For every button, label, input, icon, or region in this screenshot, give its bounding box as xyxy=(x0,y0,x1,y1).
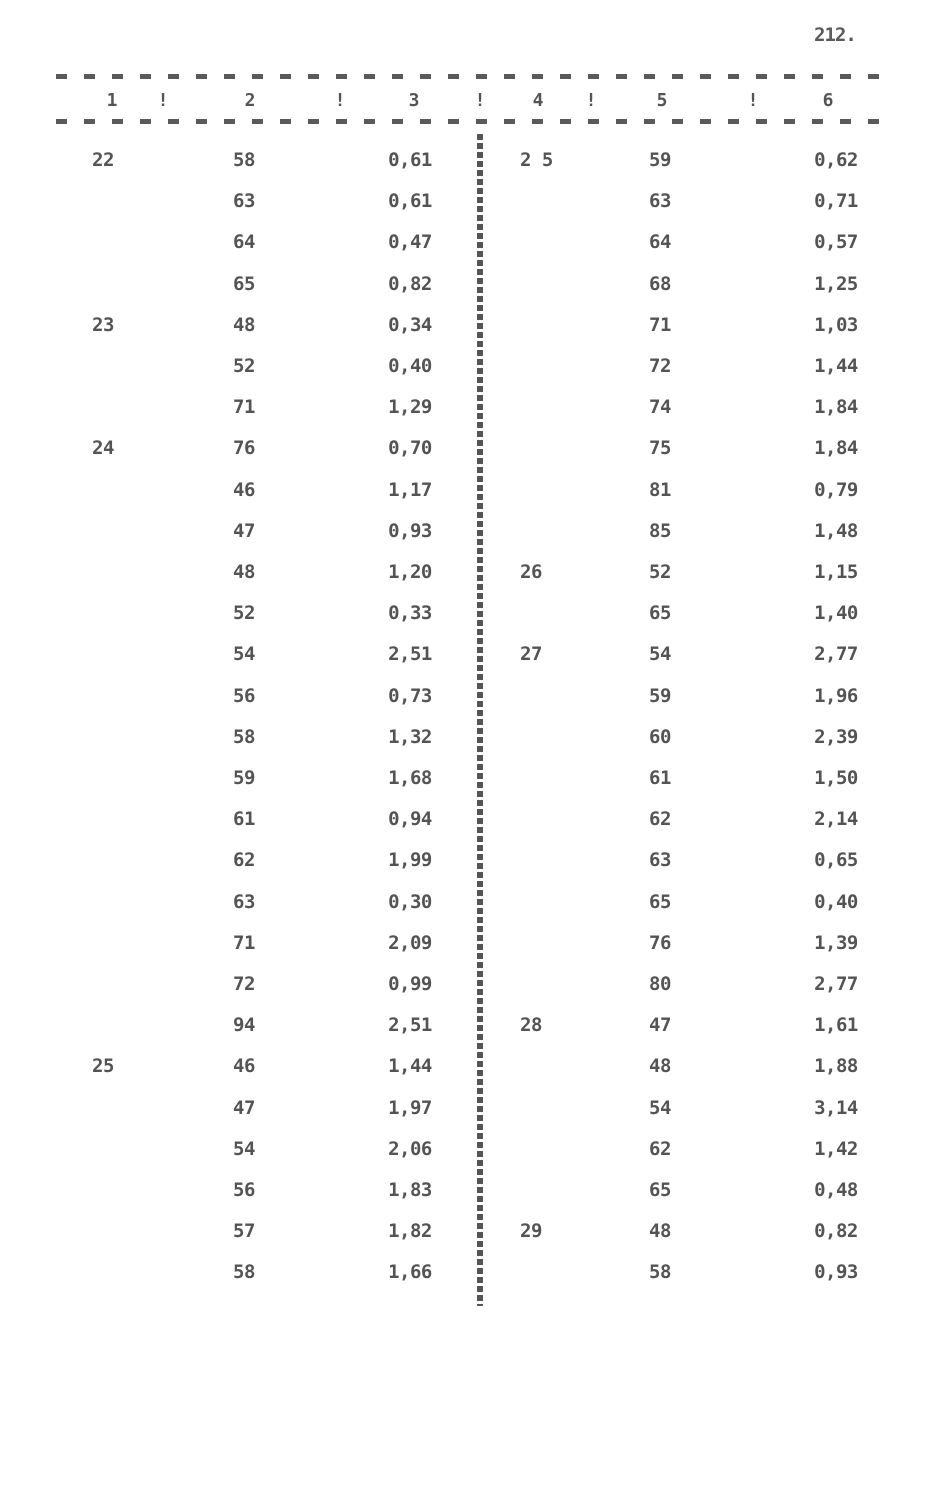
table-cell-col6: 1,39 xyxy=(814,932,858,954)
table-cell-col5: 71 xyxy=(649,314,671,336)
table-cell-col2: 46 xyxy=(233,479,255,501)
table-cell-col6: 0,62 xyxy=(814,149,858,171)
table-cell-col3: 0,82 xyxy=(388,273,432,295)
table-cell-col2: 58 xyxy=(233,149,255,171)
table-cell-col2: 65 xyxy=(233,273,255,295)
table-cell-col5: 54 xyxy=(649,643,671,665)
table-cell-col2: 48 xyxy=(233,314,255,336)
table-cell-col3: 0,93 xyxy=(388,520,432,542)
table-cell-col3: 2,51 xyxy=(388,643,432,665)
table-cell-col3: 0,30 xyxy=(388,891,432,913)
table-cell-col6: 1,03 xyxy=(814,314,858,336)
table-cell-col5: 47 xyxy=(649,1014,671,1036)
table-cell-col2: 47 xyxy=(233,520,255,542)
table-cell-col5: 64 xyxy=(649,231,671,253)
table-cell-col2: 54 xyxy=(233,1138,255,1160)
table-cell-col5: 85 xyxy=(649,520,671,542)
table-cell-col6: 0,40 xyxy=(814,891,858,913)
table-cell-col6: 1,84 xyxy=(814,437,858,459)
table-cell-col2: 63 xyxy=(233,891,255,913)
table-cell-col6: 0,57 xyxy=(814,231,858,253)
table-cell-col5: 65 xyxy=(649,1179,671,1201)
table-cell-col3: 1,29 xyxy=(388,396,432,418)
table-cell-col3: 2,51 xyxy=(388,1014,432,1036)
table-cell-col3: 2,06 xyxy=(388,1138,432,1160)
table-cell-col3: 1,68 xyxy=(388,767,432,789)
table-cell-col5: 80 xyxy=(649,973,671,995)
column-header-1: 1 xyxy=(106,90,118,111)
table-cell-col6: 1,15 xyxy=(814,561,858,583)
table-cell-col2: 59 xyxy=(233,767,255,789)
table-cell-col2: 56 xyxy=(233,1179,255,1201)
table-cell-col6: 2,77 xyxy=(814,643,858,665)
table-cell-col5: 81 xyxy=(649,479,671,501)
header-separator: ! xyxy=(474,90,486,111)
header-separator: ! xyxy=(157,90,169,111)
table-cell-col4: 28 xyxy=(520,1014,542,1036)
table-cell-col2: 63 xyxy=(233,190,255,212)
table-cell-col6: 1,84 xyxy=(814,396,858,418)
table-cell-col2: 61 xyxy=(233,808,255,830)
table-cell-col6: 0,82 xyxy=(814,1220,858,1242)
table-cell-col4: 2 5 xyxy=(520,149,553,171)
table-cell-col3: 0,70 xyxy=(388,437,432,459)
table-cell-col1: 23 xyxy=(92,314,114,336)
table-cell-col2: 72 xyxy=(233,973,255,995)
table-cell-col3: 0,47 xyxy=(388,231,432,253)
table-cell-col2: 71 xyxy=(233,396,255,418)
table-cell-col6: 1,50 xyxy=(814,767,858,789)
table-cell-col5: 75 xyxy=(649,437,671,459)
table-cell-col6: 0,65 xyxy=(814,849,858,871)
table-cell-col2: 94 xyxy=(233,1014,255,1036)
table-cell-col6: 0,71 xyxy=(814,190,858,212)
table-cell-col5: 63 xyxy=(649,849,671,871)
table-cell-col6: 1,44 xyxy=(814,355,858,377)
table-cell-col1: 24 xyxy=(92,437,114,459)
table-cell-col3: 0,34 xyxy=(388,314,432,336)
table-cell-col6: 1,25 xyxy=(814,273,858,295)
table-cell-col5: 59 xyxy=(649,149,671,171)
table-cell-col5: 65 xyxy=(649,891,671,913)
table-cell-col2: 56 xyxy=(233,685,255,707)
table-cell-col3: 0,73 xyxy=(388,685,432,707)
table-cell-col4: 27 xyxy=(520,643,542,665)
table-cell-col3: 1,66 xyxy=(388,1261,432,1283)
table-cell-col3: 1,44 xyxy=(388,1055,432,1077)
table-cell-col5: 58 xyxy=(649,1261,671,1283)
table-cell-col3: 0,33 xyxy=(388,602,432,624)
table-cell-col5: 54 xyxy=(649,1097,671,1119)
table-cell-col5: 48 xyxy=(649,1055,671,1077)
table-cell-col6: 2,77 xyxy=(814,973,858,995)
table-cell-col2: 76 xyxy=(233,437,255,459)
column-header-5: 5 xyxy=(656,90,668,111)
column-divider xyxy=(477,134,483,1306)
table-cell-col6: 2,39 xyxy=(814,726,858,748)
column-header-6: 6 xyxy=(822,90,834,111)
table-cell-col2: 62 xyxy=(233,849,255,871)
table-cell-col3: 0,61 xyxy=(388,149,432,171)
table-cell-col3: 1,97 xyxy=(388,1097,432,1119)
table-cell-col3: 0,94 xyxy=(388,808,432,830)
header-separator: ! xyxy=(585,90,597,111)
table-cell-col6: 1,96 xyxy=(814,685,858,707)
table-cell-col2: 47 xyxy=(233,1097,255,1119)
table-cell-col1: 22 xyxy=(92,149,114,171)
table-cell-col3: 1,83 xyxy=(388,1179,432,1201)
column-header-2: 2 xyxy=(244,90,256,111)
table-cell-col6: 1,42 xyxy=(814,1138,858,1160)
table-cell-col2: 52 xyxy=(233,602,255,624)
column-header-3: 3 xyxy=(408,90,420,111)
table-cell-col5: 65 xyxy=(649,602,671,624)
table-cell-col5: 48 xyxy=(649,1220,671,1242)
table-cell-col2: 57 xyxy=(233,1220,255,1242)
table-cell-col2: 58 xyxy=(233,1261,255,1283)
table-cell-col3: 1,99 xyxy=(388,849,432,871)
table-cell-col5: 60 xyxy=(649,726,671,748)
header-separator: ! xyxy=(747,90,759,111)
table-cell-col5: 62 xyxy=(649,1138,671,1160)
table-cell-col2: 52 xyxy=(233,355,255,377)
table-cell-col5: 76 xyxy=(649,932,671,954)
header-bottom-rule xyxy=(56,119,894,124)
table-cell-col3: 1,32 xyxy=(388,726,432,748)
table-cell-col5: 74 xyxy=(649,396,671,418)
table-cell-col3: 1,17 xyxy=(388,479,432,501)
table-cell-col6: 1,48 xyxy=(814,520,858,542)
table-cell-col6: 1,40 xyxy=(814,602,858,624)
table-cell-col3: 0,61 xyxy=(388,190,432,212)
table-cell-col3: 1,20 xyxy=(388,561,432,583)
table-cell-col5: 59 xyxy=(649,685,671,707)
table-cell-col2: 48 xyxy=(233,561,255,583)
table-cell-col4: 26 xyxy=(520,561,542,583)
table-cell-col6: 0,48 xyxy=(814,1179,858,1201)
table-cell-col2: 64 xyxy=(233,231,255,253)
table-cell-col5: 62 xyxy=(649,808,671,830)
table-cell-col6: 1,61 xyxy=(814,1014,858,1036)
table-cell-col4: 29 xyxy=(520,1220,542,1242)
table-cell-col2: 58 xyxy=(233,726,255,748)
table-cell-col6: 1,88 xyxy=(814,1055,858,1077)
table-cell-col5: 72 xyxy=(649,355,671,377)
table-cell-col3: 1,82 xyxy=(388,1220,432,1242)
table-cell-col5: 63 xyxy=(649,190,671,212)
table-cell-col6: 0,93 xyxy=(814,1261,858,1283)
page-number: 212. xyxy=(814,24,856,46)
table-cell-col5: 52 xyxy=(649,561,671,583)
table-cell-col5: 68 xyxy=(649,273,671,295)
table-cell-col3: 0,40 xyxy=(388,355,432,377)
column-header-4: 4 xyxy=(532,90,544,111)
table-cell-col6: 3,14 xyxy=(814,1097,858,1119)
table-cell-col6: 0,79 xyxy=(814,479,858,501)
header-top-rule xyxy=(56,74,894,79)
header-separator: ! xyxy=(334,90,346,111)
table-cell-col1: 25 xyxy=(92,1055,114,1077)
table-cell-col2: 54 xyxy=(233,643,255,665)
table-cell-col6: 2,14 xyxy=(814,808,858,830)
table-cell-col3: 2,09 xyxy=(388,932,432,954)
table-cell-col2: 71 xyxy=(233,932,255,954)
table-cell-col5: 61 xyxy=(649,767,671,789)
table-cell-col2: 46 xyxy=(233,1055,255,1077)
table-cell-col3: 0,99 xyxy=(388,973,432,995)
